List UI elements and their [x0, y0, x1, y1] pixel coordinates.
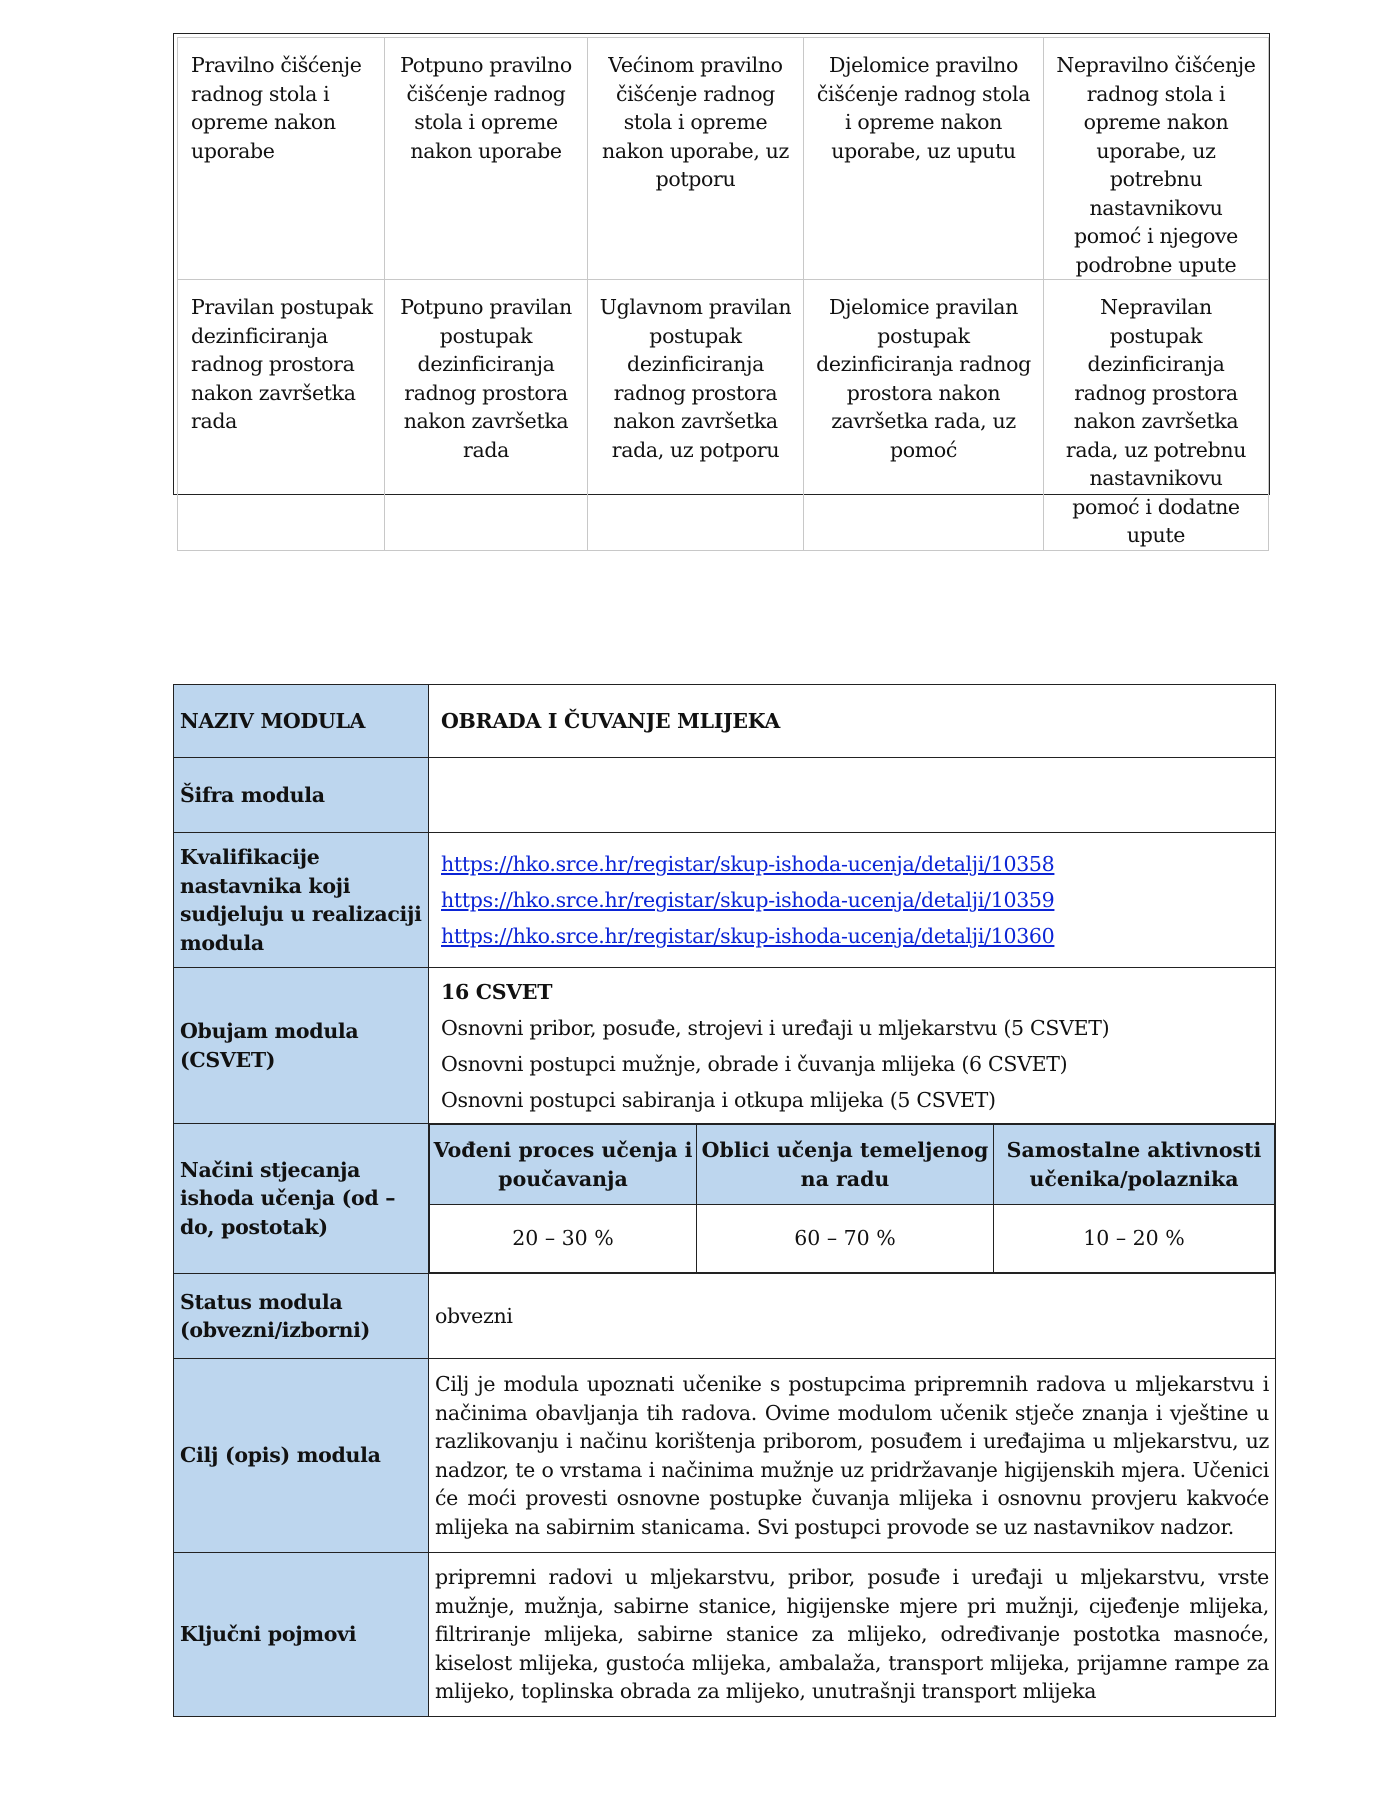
volume-total: 16 CSVET — [441, 979, 553, 1004]
method-percentage: 10 – 20 % — [994, 1205, 1275, 1273]
learning-methods-cell — [429, 1124, 1276, 1274]
volume-item: Osnovni pribor, posuđe, strojevi i uređaji u mljekarstvu (5 CSVET) — [441, 1015, 1110, 1040]
qualifications-label: Kvalifikacije nastavnika koji sudjeluju u realizaciji modula — [174, 833, 429, 968]
rubric-level-good: Većinom pravilno čišćenje radnog stola i opreme nakon uporabe, uz potporu — [588, 38, 804, 280]
module-description-table — [173, 684, 1276, 1717]
goal-label: Cilj (opis) modula — [174, 1359, 429, 1553]
volume-row — [174, 968, 1276, 1124]
module-code-label: Šifra modula — [174, 758, 429, 833]
rubric-criterion: Pravilno čišćenje radnog stola i opreme nakon uporabe — [178, 38, 385, 280]
rubric-level-partial: Djelomice pravilan postupak dezinficiranja radnog prostora nakon završetka rada, uz pomoć — [804, 280, 1044, 551]
rubric-level-excellent: Potpuno pravilan postupak dezinficiranja radnog prostora nakon završetka rada — [385, 280, 588, 551]
qualification-link[interactable]: https://hko.srce.hr/registar/skup-ishoda-ucenja/detalji/10360 — [441, 924, 1055, 948]
volume-label: Obujam modula (CSVET) — [174, 968, 429, 1124]
rubric-level-excellent: Potpuno pravilno čišćenje radnog stola i opreme nakon uporabe — [385, 38, 588, 280]
method-header: Oblici učenja temeljenog na radu — [697, 1125, 994, 1205]
goal-value: Cilj je modula upoznati učenike s postupcima pripremnih radova u mljekarstvu i načinima obavljanja tih radova. Ovime modulom učenik stječe znanja i vještine u razlikovanju i načinu korištenja priborom, posuđem i uređajima u mljekarstvu, uz nadzor, te o vrstama i načinima mužnje uz pridržavanje higijenskih mjera. Učenici će moći provesti osnovne postupke čuvanja mlijeka i osnovnu provjeru kakvoće mlijeka na sabirnim stanicama. Svi postupci provode se uz nastavnikov nadzor. — [429, 1359, 1276, 1553]
rubric-level-poor: Nepravilan postupak dezinficiranja radnog prostora nakon završetka rada, uz potrebnu nastavnikovu pomoć i dodatne upute — [1044, 280, 1269, 551]
module-name-value: OBRADA I ČUVANJE MLIJEKA — [429, 685, 1276, 758]
rubric-level-partial: Djelomice pravilno čišćenje radnog stola i opreme nakon uporabe, uz uputu — [804, 38, 1044, 280]
keywords-value: pripremni radovi u mljekarstvu, pribor, posuđe i uređaji u mljekarstvu, vrste mužnje, mužnja, sabirne stanice, higijenske mjere pri mužnji, cijeđenje mlijeka, filtriranje mlijeka, sabirne stanice za mlijeko, određivanje postotka masnoće, kiselost mlijeka, gustoća mlijeka, ambalaža, transport mlijeka, prijamne rampe za mlijeko, toplinska obrada za mlijeko, unutrašnji transport mlijeka — [429, 1553, 1276, 1717]
method-percentage: 20 – 30 % — [430, 1205, 697, 1273]
volume-value — [429, 968, 1276, 1124]
status-label: Status modula (obvezni/izborni) — [174, 1274, 429, 1359]
volume-item: Osnovni postupci mužnje, obrade i čuvanja mlijeka (6 CSVET) — [441, 1051, 1068, 1076]
module-name-row — [174, 685, 1276, 758]
qualifications-row — [174, 833, 1276, 968]
method-header: Vođeni proces učenja i poučavanja — [430, 1125, 697, 1205]
qualification-link[interactable]: https://hko.srce.hr/registar/skup-ishoda-ucenja/detalji/10359 — [441, 888, 1055, 912]
rubric-level-poor: Nepravilno čišćenje radnog stola i opreme nakon uporabe, uz potrebnu nastavnikovu pomoć i njegove podrobne upute — [1044, 38, 1269, 280]
rubric-criterion: Pravilan postupak dezinficiranja radnog prostora nakon završetka rada — [178, 280, 385, 551]
learning-methods-row — [174, 1124, 1276, 1274]
qualifications-links — [429, 833, 1276, 968]
status-value: obvezni — [429, 1274, 1276, 1359]
rubric-row — [178, 38, 1269, 280]
keywords-row — [174, 1553, 1276, 1717]
module-code-value — [429, 758, 1276, 833]
module-code-row — [174, 758, 1276, 833]
keywords-label: Ključni pojmovi — [174, 1553, 429, 1717]
learning-methods-label: Načini stjecanja ishoda učenja (od – do, postotak) — [174, 1124, 429, 1274]
volume-item: Osnovni postupci sabiranja i otkupa mlijeka (5 CSVET) — [441, 1087, 996, 1112]
rubric-level-good: Uglavnom pravilan postupak dezinficiranja radnog prostora nakon završetka rada, uz potporu — [588, 280, 804, 551]
module-name-label: NAZIV MODULA — [174, 685, 429, 758]
method-percentage: 60 – 70 % — [697, 1205, 994, 1273]
assessment-rubric-table — [173, 33, 1270, 547]
qualification-link[interactable]: https://hko.srce.hr/registar/skup-ishoda-ucenja/detalji/10358 — [441, 852, 1055, 876]
status-row — [174, 1274, 1276, 1359]
learning-methods-table — [429, 1124, 1275, 1273]
method-header: Samostalne aktivnosti učenika/polaznika — [994, 1125, 1275, 1205]
goal-row — [174, 1359, 1276, 1553]
rubric-row — [178, 280, 1269, 551]
